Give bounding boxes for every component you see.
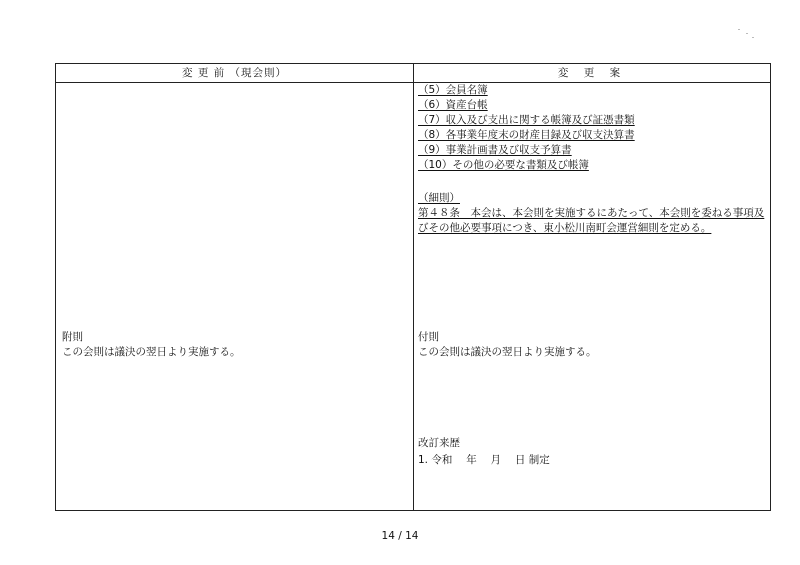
proposed-items-list — [418, 83, 763, 173]
comparison-table — [55, 63, 771, 511]
revision-entry: 1. 令和 年 月 日 制定 — [418, 454, 550, 466]
scan-speck-mark — [738, 27, 756, 39]
list-item: （8）各事業年度末の財産目録及び収支決算書 — [418, 129, 635, 141]
column-divider — [413, 64, 414, 510]
list-item: （7）収入及び支出に関する帳簿及び証憑書類 — [418, 114, 635, 126]
supplementary-heading: 附則 — [62, 331, 83, 343]
article-48-line-1: 第４８条 本会は、本会則を実施するにあたって、本会則を委ねる事項及 — [418, 207, 765, 219]
supplementary-heading: 付則 — [418, 331, 439, 343]
article-48-line-2: びその他必要事項につき、東小松川南町会運営細則を定める。 — [418, 222, 712, 234]
revision-history-section — [418, 436, 763, 468]
bylaw-heading: （細則） — [418, 192, 460, 204]
list-item: （5）会員名簿 — [418, 84, 488, 96]
current-supplementary-section — [62, 330, 402, 360]
supplementary-text: この会則は議決の翌日より実施する。 — [418, 346, 597, 358]
bylaw-section — [418, 191, 763, 236]
supplementary-text: この会則は議決の翌日より実施する。 — [62, 346, 241, 358]
list-item: （10）その他の必要な書類及び帳簿 — [418, 159, 589, 171]
list-item: （9）事業計画書及び収支予算書 — [418, 144, 572, 156]
header-proposed-change: 変 更 案 — [557, 67, 627, 79]
list-item: （6）資産台帳 — [418, 99, 488, 111]
revision-heading: 改訂来歴 — [418, 437, 460, 449]
proposed-supplementary-section — [418, 330, 763, 360]
page-number: 14 / 14 — [381, 530, 419, 542]
header-before-change: 変 更 前 （現会則） — [181, 67, 287, 79]
